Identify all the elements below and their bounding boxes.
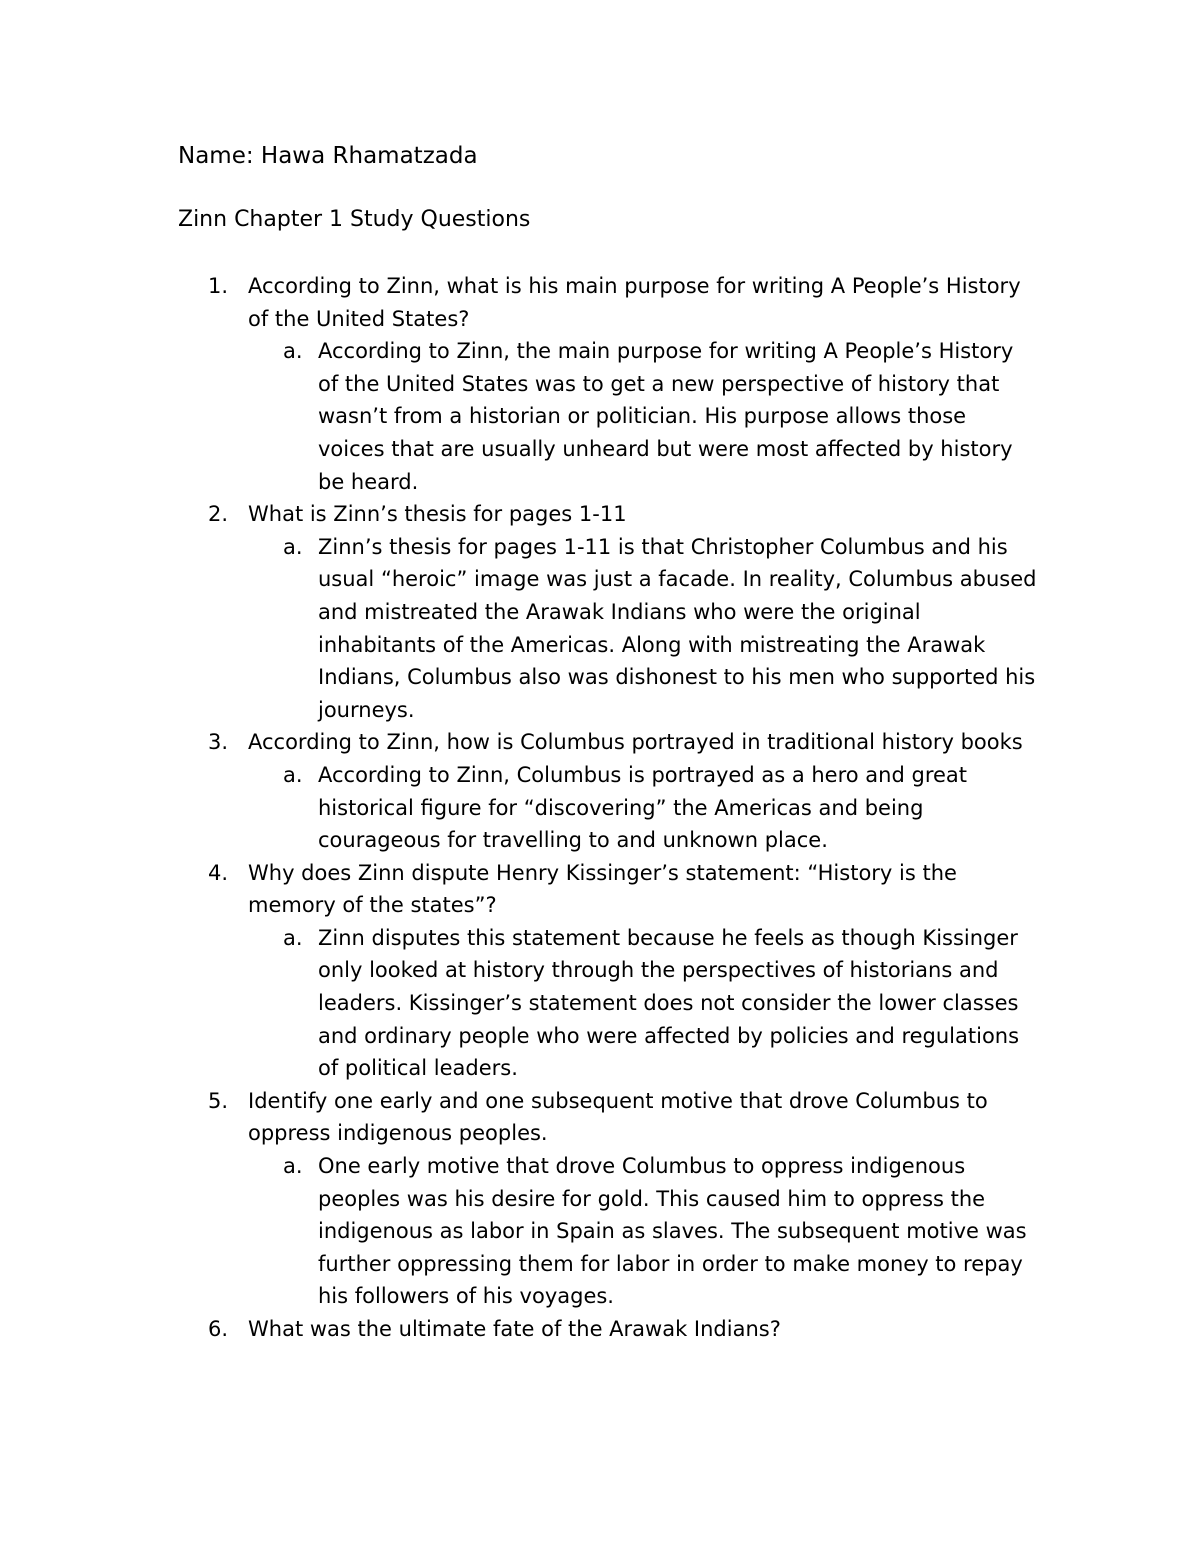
study-question-list [208,270,1038,1346]
question-text: Identify one early and one subsequent motive that drove Columbus to oppress indigenous peoples. [248,1088,988,1146]
question-text: Why does Zinn dispute Henry Kissinger’s statement: “History is the memory of the states”? [248,860,957,918]
answer-text: One early motive that drove Columbus to oppress indigenous peoples was his desire for gold. This caused him to oppress the indigenous as labor in Spain as slaves. The subsequent motive was further oppressing them for labor in order to make money to repay his followers of his voyages. [318,1154,1027,1309]
question-text: What is Zinn’s thesis for pages 1-11 [248,502,627,527]
question-item-4 [208,857,1038,1085]
answer-text: Zinn’s thesis for pages 1-11 is that Christopher Columbus and his usual “heroic” image was just a facade. In reality, Columbus abused and mistreated the Arawak Indians who were the original inhabitants of the Americas. Along with mistreating the Arawak Indians, Columbus also was dishonest to his men who supported his journeys. [318,534,1037,722]
question-number: 2. [208,502,229,527]
question-text: What was the ultimate fate of the Arawak Indians? [248,1317,781,1341]
answer-list [248,531,1038,727]
question-item-3 [208,726,1038,856]
answer-letter: a. [283,1154,303,1179]
document-title: Zinn Chapter 1 Study Questions [178,207,531,232]
answer-list [248,335,1038,498]
answer-letter: a. [283,534,303,559]
question-item-1 [208,270,1038,498]
question-text: According to Zinn, what is his main purpose for writing A People’s History of the United States? [248,274,1021,331]
question-text: According to Zinn, how is Columbus portrayed in traditional history books [248,730,1023,755]
answer-item-5a [248,1150,1038,1313]
answer-letter: a. [283,339,303,364]
answer-letter: a. [283,925,303,950]
question-number: 4. [208,860,229,885]
answer-list [248,759,1038,857]
student-name-line: Name: Hawa Rhamatzada [178,143,478,169]
answer-item-2a [248,531,1038,727]
question-number: 5. [208,1088,229,1113]
answer-list [248,922,1038,1085]
answer-text: According to Zinn, the main purpose for writing A People’s History of the United States was to get a new perspective of history that wasn’t from a historian or politician. His purpose allows those voices that are usually unheard but were most affected by history be heard. [318,339,1014,494]
answer-item-3a [248,759,1038,857]
question-item-5 [208,1085,1038,1313]
question-number: 6. [208,1317,229,1341]
question-number: 3. [208,730,229,755]
question-item-6 [208,1313,1038,1346]
answer-list [248,1150,1038,1313]
answer-item-4a [248,922,1038,1085]
answer-letter: a. [283,762,303,787]
answer-text: According to Zinn, Columbus is portrayed as a hero and great historical figure for “discovering” the Americas and being courageous for travelling to and unknown place. [318,762,968,853]
answer-item-1a [248,335,1038,498]
question-number: 1. [208,274,229,298]
question-item-2 [208,498,1038,726]
answer-text: Zinn disputes this statement because he feels as though Kissinger only looked at history through the perspectives of historians and leaders. Kissinger’s statement does not consider the lower classes and ordinary people who were affected by policies and regulations of political leaders. [318,925,1020,1081]
